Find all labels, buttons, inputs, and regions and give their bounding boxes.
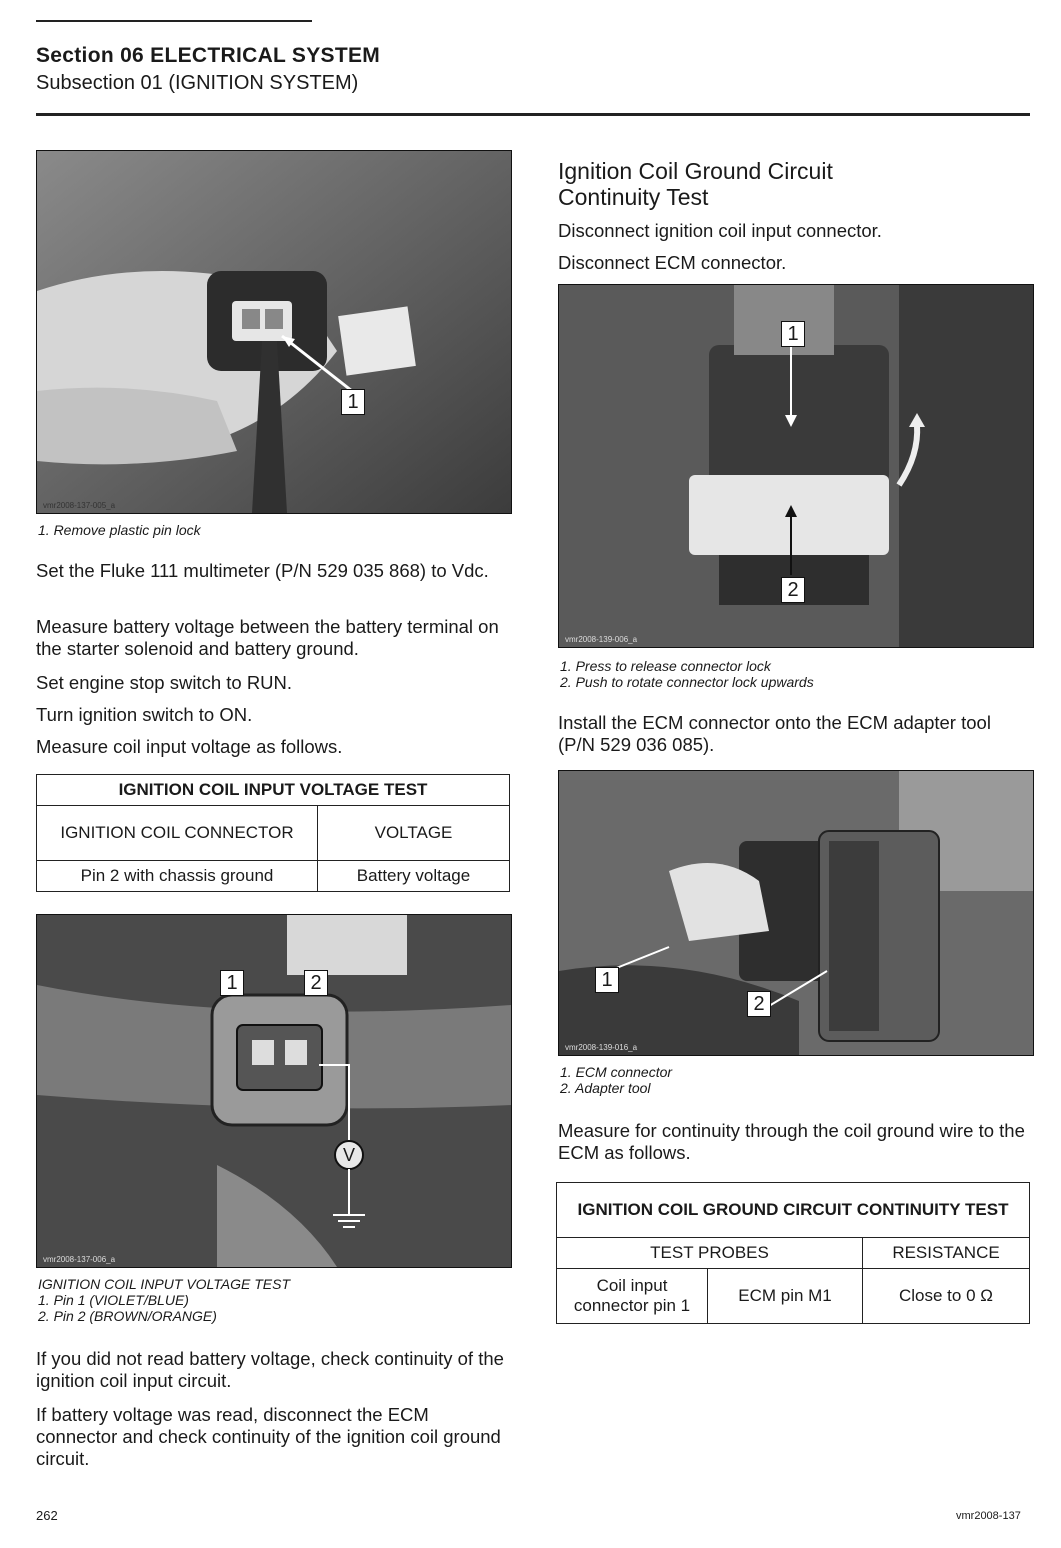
paragraph: Set the Fluke 111 multimeter (P/N 529 035 868) to Vdc. — [36, 560, 489, 581]
document-code: vmr2008-137 — [956, 1510, 1021, 1522]
figure-caption: 1. Remove plastic pin lock — [38, 522, 201, 538]
paragraph: Disconnect ignition coil input connector. — [558, 220, 882, 241]
section-title: Section 06 ELECTRICAL SYSTEM — [36, 44, 381, 67]
table-title: IGNITION COIL INPUT VOLTAGE TEST — [37, 775, 510, 806]
table-header: RESISTANCE — [863, 1238, 1030, 1269]
figure-coil-connector-photo — [36, 914, 512, 1268]
callout-label: 2 — [747, 991, 771, 1017]
paragraph: Install the ECM connector onto the ECM adapter tool (P/N 529 036 085). — [558, 712, 991, 755]
table-cell: Close to 0 Ω — [863, 1269, 1030, 1324]
figure-caption: 2. Pin 2 (BROWN/ORANGE) — [38, 1308, 217, 1324]
table-header: TEST PROBES — [557, 1238, 863, 1269]
callout-label: 2 — [781, 577, 805, 603]
table-cell: Coil input connector pin 1 — [557, 1269, 708, 1324]
figure-code: vmr2008-139-006_a — [565, 635, 638, 644]
figure-caption: 1. Pin 1 (VIOLET/BLUE) — [38, 1292, 189, 1308]
paragraph: If battery voltage was read, disconnect the ECM connector and check continuity of the ignition coil ground circuit. — [36, 1404, 501, 1469]
callout-label: 1 — [781, 321, 805, 347]
table-cell: Battery voltage — [318, 861, 510, 892]
paragraph: Disconnect ECM connector. — [558, 252, 787, 273]
table-title: IGNITION COIL GROUND CIRCUIT CONTINUITY TEST — [557, 1183, 1030, 1238]
figure-ecm-connector-lock-photo — [558, 284, 1034, 648]
paragraph: Measure for continuity through the coil ground wire to the ECM as follows. — [558, 1120, 1025, 1163]
figure-caption: IGNITION COIL INPUT VOLTAGE TEST — [38, 1276, 291, 1292]
paragraph: Measure battery voltage between the battery terminal on the starter solenoid and battery ground. — [36, 616, 499, 659]
figure-caption: 2. Push to rotate connector lock upwards — [560, 674, 814, 690]
paragraph: If you did not read battery voltage, check continuity of the ignition coil input circuit. — [36, 1348, 504, 1391]
paragraph: Turn ignition switch to ON. — [36, 704, 253, 725]
table-header: IGNITION COIL CONNECTOR — [37, 806, 318, 861]
figure-code: vmr2008-139-016_a — [565, 1043, 638, 1052]
paragraph: Set engine stop switch to RUN. — [36, 672, 293, 693]
figure-caption: 2. Adapter tool — [560, 1080, 651, 1096]
section-heading: Ignition Coil Ground Circuit Continuity Test — [558, 158, 833, 210]
subsection-title: Subsection 01 (IGNITION SYSTEM) — [36, 72, 359, 94]
voltage-test-table — [36, 774, 510, 892]
continuity-test-table — [556, 1182, 1030, 1324]
top-rule — [36, 20, 312, 22]
callout-label: 2 — [304, 970, 328, 996]
paragraph: Measure coil input voltage as follows. — [36, 736, 343, 757]
figure-pin-lock-photo — [36, 150, 512, 514]
figure-code: vmr2008-137-005_a — [43, 501, 116, 510]
page-number: 262 — [36, 1508, 58, 1523]
table-cell: Pin 2 with chassis ground — [37, 861, 318, 892]
table-header: VOLTAGE — [318, 806, 510, 861]
voltmeter-label: V — [342, 1145, 355, 1165]
header-rule — [36, 113, 1030, 116]
callout-label: 1 — [595, 967, 619, 993]
figure-ecm-adapter-photo — [558, 770, 1034, 1056]
callout-label: 1 — [341, 389, 365, 415]
figure-caption: 1. ECM connector — [560, 1064, 673, 1080]
callout-label: 1 — [220, 970, 244, 996]
table-cell: ECM pin M1 — [708, 1269, 863, 1324]
figure-caption: 1. Press to release connector lock — [560, 658, 771, 674]
figure-code: vmr2008-137-006_a — [43, 1255, 116, 1264]
